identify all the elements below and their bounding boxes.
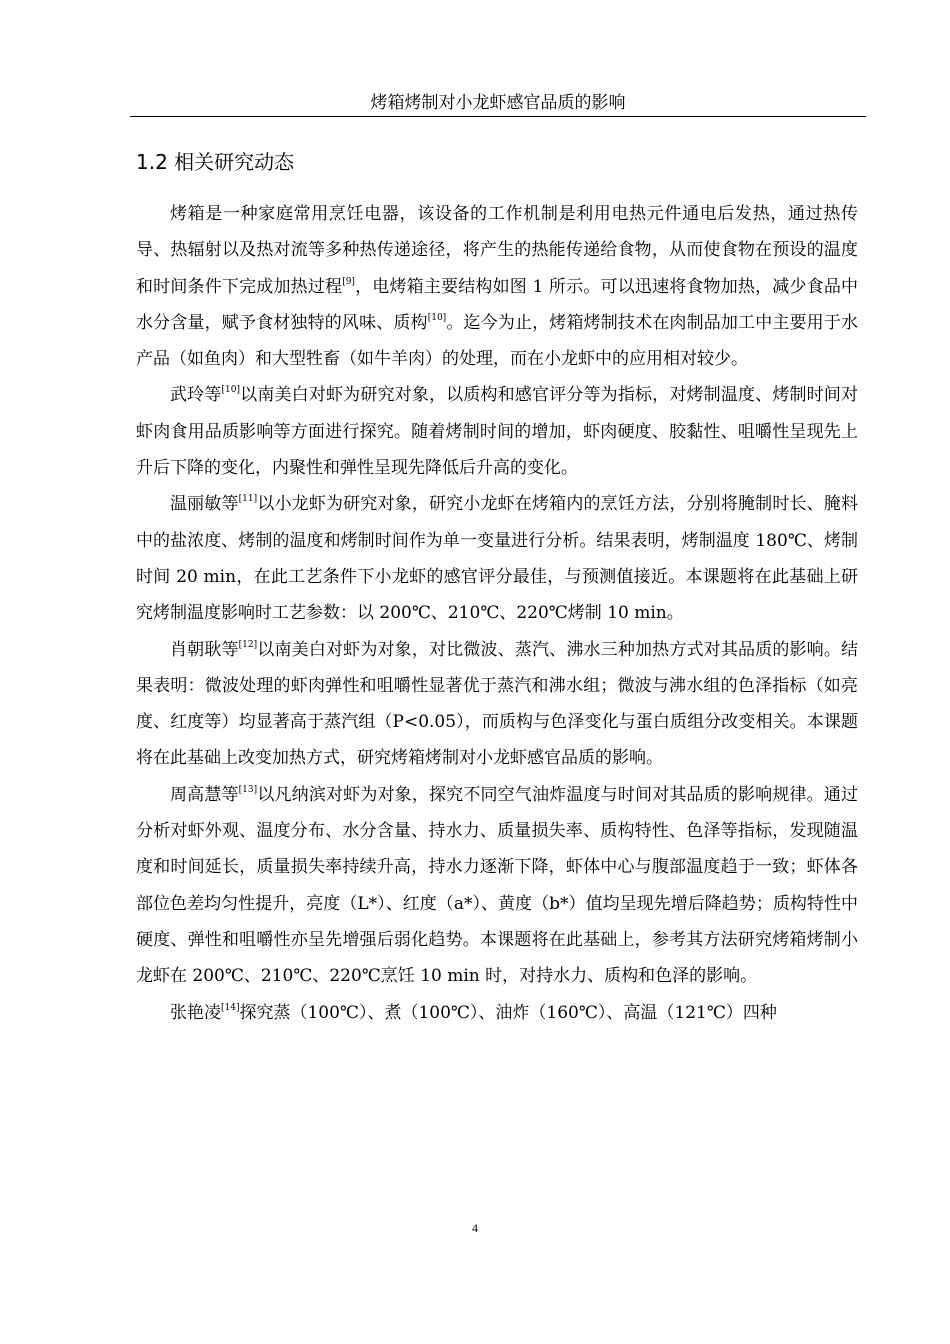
paragraph-text: 。迄今为止，烤箱烤制技术在肉制品加工中主要用于水产品（如鱼肉）和大型牲畜（如牛羊肉）的处理，而在小龙虾中的应用相对较少。 — [136, 312, 859, 370]
paragraph-text: 张艳凌 — [170, 1002, 221, 1023]
citation-ref: [10] — [427, 312, 447, 323]
citation-ref: [12] — [238, 639, 258, 650]
paragraph-wu-ling — [136, 377, 858, 486]
paragraph-text: 以南美白对虾为对象，对比微波、蒸汽、沸水三种加热方式对其品质的影响。结果表明：微波处理的虾肉弹性和咀嚼性显著优于蒸汽和沸水组；微波与沸水组的色泽指标（如亮度、红度等）均显著高于蒸汽组（P<0.05），而质构与色泽变化与蛋白质组分改变相关。本课题将在此基础上改变加热方式，研究烤箱烤制对小龙虾感官品质的影响。 — [136, 639, 859, 769]
paragraph-text: 周高慧等 — [170, 784, 239, 805]
citation-ref: [11] — [238, 494, 258, 505]
paragraph-text: 探究蒸（100℃）、煮（100℃）、油炸（160℃）、高温（121℃）四种 — [239, 1002, 777, 1023]
paragraph-oven-intro — [136, 196, 858, 377]
paragraph-text: ，电烤箱主要结构如图 1 所示。可以迅速将食物加热，减少食品中水分含量，赋予食材独特的风味、质构 — [136, 276, 859, 333]
paragraph-text: 肖朝耿等 — [170, 639, 239, 660]
paragraph-wen-limin — [136, 486, 858, 631]
paragraph-zhou-gaohui — [136, 777, 858, 995]
paragraph-text: 以凡纳滨对虾为对象，探究不同空气油炸温度与时间对其品质的影响规律。通过分析对虾外观、温度分布、水分含量、持水力、质量损失率、质构特性、色泽等指标，发现随温度和时间延长，质量损失率持续升高，持水力逐渐下降，虾体中心与腹部温度趋于一致；虾体各部位色差均匀性提升，亮度（L*）、红度（a*）、黄度（b*）值均呈现先增后降趋势；质构特性中硬度、弹性和咀嚼性亦呈先增强后弱化趋势。本课题将在此基础上，参考其方法研究烤箱烤制小龙虾在 200℃、210℃、220℃烹饪 10 min 时，对持水力、质构和色泽的影响。 — [136, 784, 859, 987]
page-number: 4 — [472, 1221, 478, 1235]
paragraph-text: 以小龙虾为研究对象，研究小龙虾在烤箱内的烹饪方法，分别将腌制时长、腌料中的盐浓度、烤制的温度和烤制时间作为单一变量进行分析。结果表明，烤制温度 180℃、烤制时间 20 min，在此工艺条件下小龙虾的感官评分最佳，与预测值接近。本课题将在此基础上研究烤制温度影响时工艺参数：以 200℃、210℃、220℃烤制 10 min。 — [136, 494, 859, 624]
running-header: 烤箱烤制对小龙虾感官品质的影响 — [370, 93, 626, 113]
header-rule — [130, 116, 866, 117]
citation-ref: [13] — [238, 784, 258, 795]
paragraph-xiao-chaogeng — [136, 632, 858, 777]
paragraph-text: 烤箱是一种家庭常用烹饪电器，该设备的工作机制是利用电热元件通电后发热，通过热传导、热辐射以及热对流等多种热传递途径，将产生的热能传递给食物，从而使食物在预设的温度和时间条件下完成加热过程 — [136, 204, 858, 297]
citation-ref: [9] — [342, 276, 355, 287]
citation-ref: [10] — [221, 385, 240, 396]
body-text — [136, 196, 858, 1031]
section-heading: 1.2 相关研究动态 — [136, 150, 295, 174]
citation-ref: [14] — [221, 1002, 240, 1013]
paragraph-text: 温丽敏等 — [170, 494, 239, 515]
paragraph-text: 以南美白对虾为研究对象，以质构和感官评分等为指标，对烤制温度、烤制时间对虾肉食用品质影响等方面进行探究。随着烤制时间的增加，虾肉硬度、胶黏性、咀嚼性呈现先上升后下降的变化，内聚性和弹性呈现先降低后升高的变化。 — [136, 385, 859, 479]
paragraph-zhang-yanling — [136, 995, 858, 1031]
paragraph-text: 武玲等 — [170, 385, 222, 406]
